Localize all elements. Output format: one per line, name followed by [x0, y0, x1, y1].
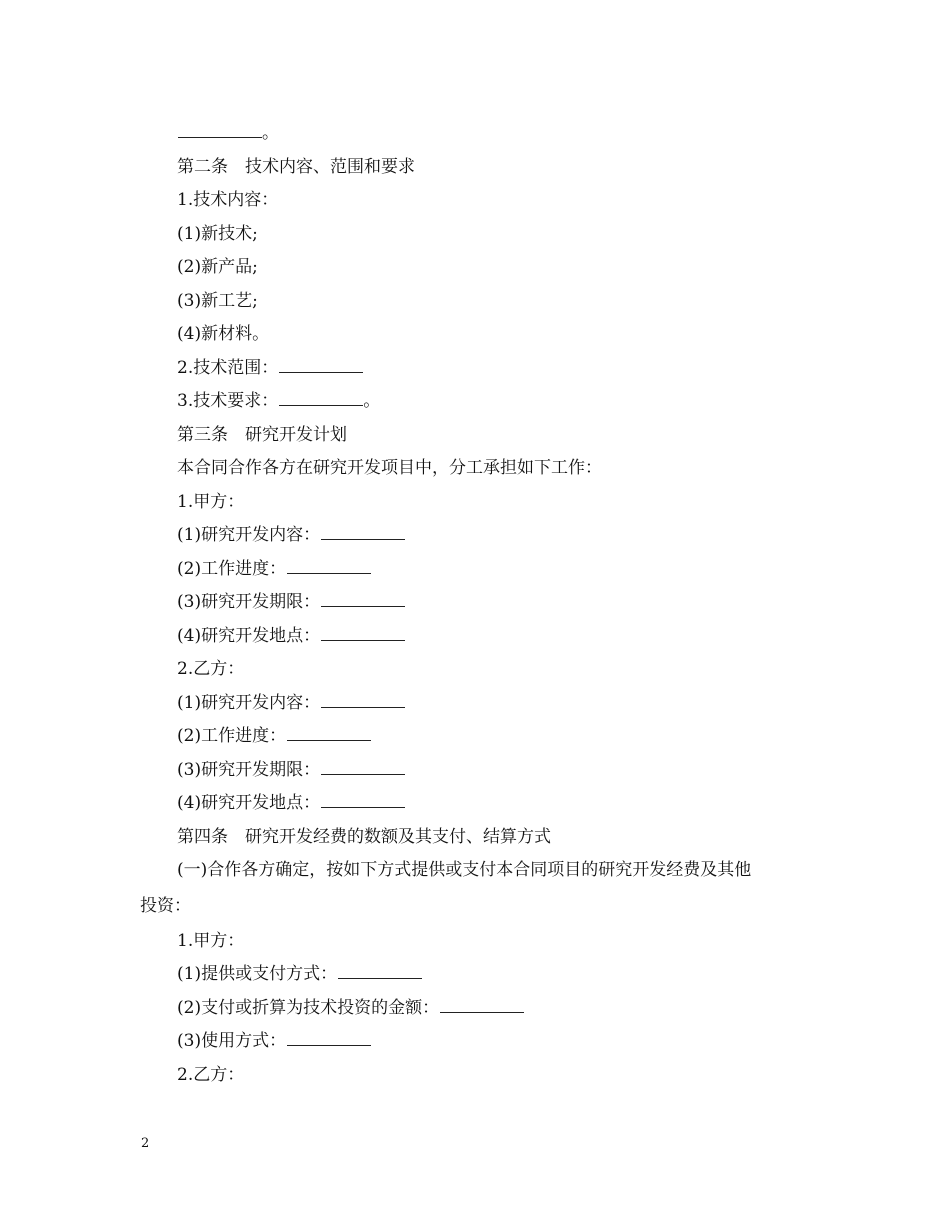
fill-in-blank — [287, 559, 371, 574]
field-line — [177, 623, 405, 649]
line-suffix: 。 — [363, 391, 381, 411]
page-number: 2 — [141, 1136, 150, 1151]
fill-in-blank — [287, 1031, 371, 1046]
blank-line — [177, 120, 279, 146]
field-line — [177, 690, 405, 716]
field-label: (2)工作进度： — [177, 559, 287, 579]
article-heading: 第三条 研究开发计划 — [177, 425, 347, 445]
field-label: (3)使用方式： — [177, 1031, 287, 1051]
article-heading: 第二条 技术内容、范围和要求 — [177, 157, 415, 177]
paragraph-line: (2)新产品; — [177, 257, 258, 277]
field-label: (3)研究开发期限： — [177, 592, 321, 612]
field-label: (1)提供或支付方式： — [177, 964, 338, 984]
field-label: (2)工作进度： — [177, 726, 287, 746]
paragraph-line: (一)合作各方确定，按如下方式提供或支付本合同项目的研究开发经费及其他 — [177, 860, 752, 880]
fill-in-blank — [279, 391, 363, 406]
paragraph-line: 1.技术内容： — [177, 190, 279, 210]
field-label: (4)研究开发地点： — [177, 626, 321, 646]
fill-in-blank — [321, 793, 405, 808]
paragraph-continuation: 投资： — [140, 896, 191, 916]
paragraph-line: (1)新技术; — [177, 224, 258, 244]
field-label: (4)研究开发地点： — [177, 793, 321, 813]
fill-in-blank — [338, 964, 422, 979]
field-label: 2.技术范围： — [177, 358, 279, 378]
field-line — [177, 723, 371, 749]
field-line — [177, 589, 405, 615]
fill-in-blank — [279, 358, 363, 373]
fill-in-blank — [321, 626, 405, 641]
field-line — [177, 790, 405, 816]
field-line — [177, 355, 363, 381]
fill-in-blank — [321, 592, 405, 607]
field-label: (1)研究开发内容： — [177, 525, 321, 545]
fill-in-blank — [321, 525, 405, 540]
paragraph-line: 2.乙方： — [177, 659, 245, 679]
field-line — [177, 757, 405, 783]
paragraph-line: 2.乙方： — [177, 1065, 245, 1085]
paragraph-line: 1.甲方： — [177, 931, 245, 951]
fill-in-blank — [287, 726, 371, 741]
field-label: (3)研究开发期限： — [177, 760, 321, 780]
field-line — [177, 556, 371, 582]
field-label: 3.技术要求： — [177, 391, 279, 411]
fill-in-blank — [321, 693, 405, 708]
fill-in-blank — [178, 123, 262, 138]
field-label: (1)研究开发内容： — [177, 693, 321, 713]
field-line — [177, 995, 524, 1021]
paragraph-line: (4)新材料。 — [177, 324, 270, 344]
fill-in-blank — [321, 760, 405, 775]
paragraph-line: (3)新工艺; — [177, 291, 258, 311]
line-suffix: 。 — [262, 123, 279, 143]
field-line — [177, 1028, 371, 1054]
paragraph-line: 本合同合作各方在研究开发项目中，分工承担如下工作： — [177, 458, 602, 478]
field-label: (2)支付或折算为技术投资的金额： — [177, 998, 440, 1018]
field-line — [177, 961, 422, 987]
field-line — [177, 522, 405, 548]
field-line — [177, 388, 380, 414]
paragraph-line: 1.甲方： — [177, 492, 245, 512]
article-heading: 第四条 研究开发经费的数额及其支付、结算方式 — [177, 827, 551, 847]
fill-in-blank — [440, 998, 524, 1013]
